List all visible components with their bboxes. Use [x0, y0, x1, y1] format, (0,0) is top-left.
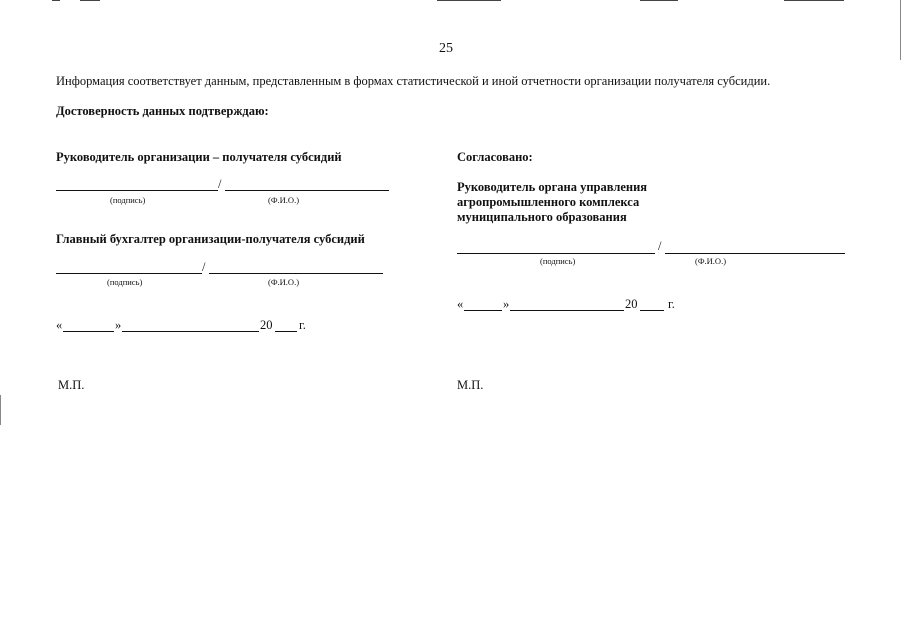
stamp-left: М.П.: [58, 378, 85, 392]
accountant-name-line: [209, 273, 383, 274]
date-year-prefix: 20: [260, 318, 273, 332]
right-date-year-suffix: г.: [668, 297, 675, 311]
date-month-line: [122, 331, 259, 332]
scan-artifact-line: [640, 0, 678, 1]
scan-artifact-edge: [900, 0, 901, 60]
scan-artifact-line: [437, 0, 501, 1]
authority-line-3: муниципального образования: [457, 210, 627, 224]
right-date-year-prefix: 20: [625, 297, 638, 311]
date-open-quote: «: [56, 318, 63, 332]
accountant-sign-label: (подпись): [107, 277, 143, 287]
scan-artifact-line: [80, 0, 100, 1]
authority-name-label: (Ф.И.О.): [695, 256, 727, 266]
date-day-line: [63, 331, 114, 332]
confirm-heading: Достоверность данных подтверждаю:: [56, 104, 269, 118]
date-year-line: [275, 331, 297, 332]
authority-line-1: Руководитель органа управления: [457, 180, 648, 194]
authority-line-2: агропромышленного комплекса: [457, 195, 640, 209]
head-signature-line: [56, 190, 218, 191]
scan-artifact-line: [52, 0, 60, 1]
right-date-close-quote: »: [503, 297, 510, 311]
accountant-signature-line: [56, 273, 202, 274]
head-name-label: (Ф.И.О.): [268, 195, 300, 205]
date-close-quote: »: [115, 318, 122, 332]
accountant-separator: /: [202, 260, 206, 274]
authority-name-line: [665, 253, 845, 254]
info-text: Информация соответствует данным, представленным в формах статистической и иной отчетности организации получателя субсидии.: [56, 74, 771, 88]
authority-signature-line: [457, 253, 655, 254]
page-number: 25: [439, 41, 453, 56]
right-date-day-line: [464, 310, 502, 311]
date-year-suffix: г.: [299, 318, 306, 332]
scan-artifact-edge: [0, 395, 1, 425]
right-date-year-line: [640, 310, 664, 311]
agreed-heading: Согласовано:: [457, 150, 533, 164]
head-separator: /: [218, 177, 222, 191]
head-sign-label: (подпись): [110, 195, 146, 205]
accountant-name-label: (Ф.И.О.): [268, 277, 300, 287]
head-name-line: [225, 190, 389, 191]
right-date-open-quote: «: [457, 297, 464, 311]
accountant-title: Главный бухгалтер организации-получателя субсидий: [56, 232, 365, 246]
stamp-right: М.П.: [457, 378, 484, 392]
right-date-month-line: [510, 310, 624, 311]
authority-sign-label: (подпись): [540, 256, 576, 266]
scan-artifact-line: [784, 0, 844, 1]
authority-separator: /: [658, 239, 662, 253]
head-title: Руководитель организации – получателя субсидий: [56, 150, 342, 164]
